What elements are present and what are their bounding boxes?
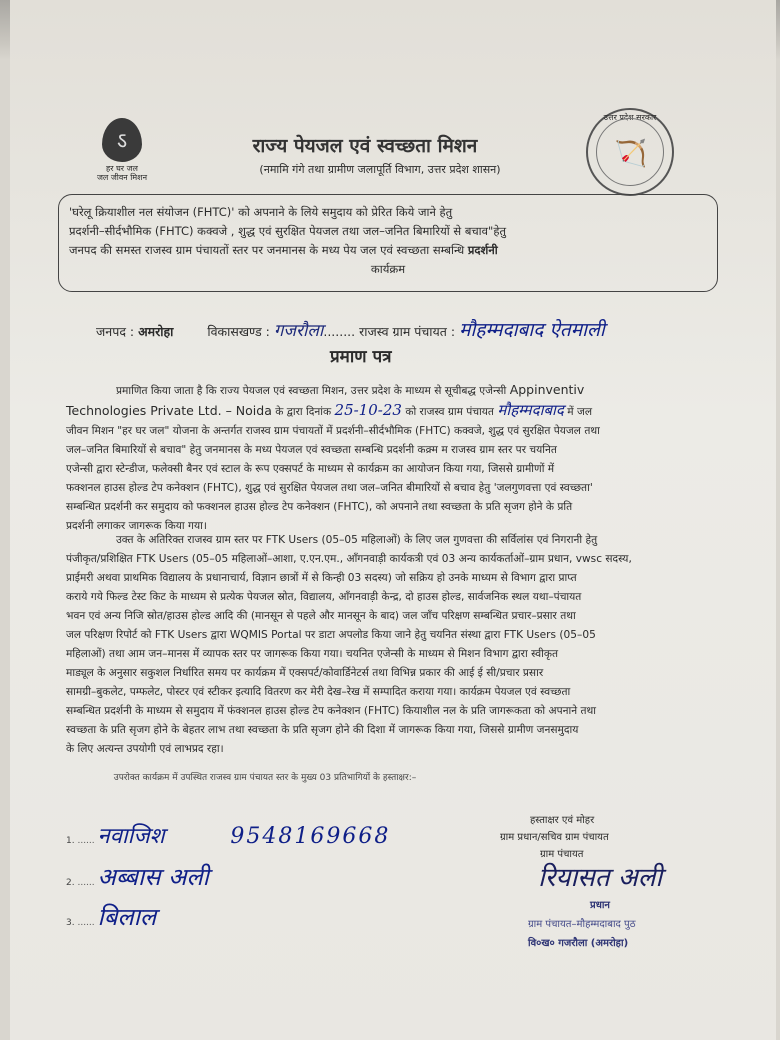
p2-line-11: स्वच्छता के प्रति सृजग होने के बेहतर लाभ तथा स्वच्छता के प्रति सृजग होने की दिशा में जागरूक किया गया, जिससे ग्रामीण जनसमुदाय xyxy=(66,724,579,736)
pradhan-secretary-label: ग्राम प्रधान/सचिव ग्राम पंचायत xyxy=(500,832,609,843)
p2-line-7: महिलाओं) तथा आम जन–मानस में व्यापक स्तर पर जागरूक किया गया। चयनित एजेन्सी के माध्यम से मिशन विभाग द्वारा स्वीकृत xyxy=(66,648,559,660)
mission-subtitle: (नमामि गंगे तथा ग्रामीण जलापूर्ति विभाग, उत्तर प्रदेश शासन) xyxy=(259,163,501,176)
participant-2: 2. ...... अब्बास अली xyxy=(66,863,209,891)
p1-line-3: जीवन मिशन "हर घर जल" योजना के अन्तर्गत राजस्व ग्राम पंचायतों में प्रदर्शनी–सीर्दभौमिक (FHTC) कक्वजे, शुद्ध एवं सुरक्षित पेयजल तथा xyxy=(66,425,600,437)
participant-2-name: अब्बास अली xyxy=(97,863,209,891)
water-drop-icon: ऽ xyxy=(102,118,142,162)
program-line-1: 'घरेलू क्रियाशील नल संयोजन (FHTC)' को अपनाने के लिये समुदाय को प्रेरित किये जाने हेतु xyxy=(69,205,453,219)
program-box xyxy=(58,194,718,292)
pradhan-stamp xyxy=(528,896,636,953)
block-label: विकासखण्ड : xyxy=(207,324,270,339)
p1-line-4: जल–जनित बिमारियों से बचाव" हेतु जनमानस के मध्य पेयजल एवं स्वच्छता सम्बन्धि प्रदर्शनी कक्र्म म राजस्व ग्राम स्तर पर चयनित xyxy=(66,444,557,456)
signature-block xyxy=(500,812,609,863)
logo-caption: हर घर जल जल जीवन मिशन xyxy=(96,164,148,182)
p1-line-1 xyxy=(66,380,756,401)
program-date: 25-10-23 xyxy=(334,401,402,419)
pradhan-signature: रियासत अली xyxy=(538,863,663,893)
paragraph-2 xyxy=(66,531,756,759)
p1-line-2-text-c: में जल xyxy=(567,406,593,418)
p2-line-3: प्राईमरी अथवा प्राथमिक विद्यालय के प्रधानाचार्य, विज्ञान छात्रों में से किन्ही 03 सदस्य) जो सक्रिय हो उनके माध्यम से विभाग द्वारा प्राप्त xyxy=(66,572,577,584)
program-line-3b: प्रदर्शनी xyxy=(467,243,498,257)
panchayat-value: मौहम्मदाबाद ऐतमाली xyxy=(459,319,605,341)
p2-line-8: माड्यूल के अनुसार सकुशल निर्धारित समय पर कार्यक्रम में एक्सपर्ट/कोवार्डिनेटर्स तथा विभिन्न प्रकार की आई ई सी/प्रचार प्रसार xyxy=(66,667,544,679)
p1-line-8: प्रदर्शनी लगाकर जागरूक किया गया। xyxy=(66,520,207,532)
stamp-line-1: प्रधान xyxy=(590,900,610,911)
p2-line-10: सम्बन्धित प्रदर्शनी के माध्यम से समुदाय में फंक्शनल हाउस होल्ड टेप कनेक्शन (FHTC) कियाशील नल के प्रति जागरूकता को अपनाने तथा xyxy=(66,705,597,717)
har-ghar-jal-logo xyxy=(92,118,152,190)
stamp-line-3: वि०ख० गजरौला (अमरोहा) xyxy=(528,938,629,949)
agency-name-part2: Technologies Private Ltd. – Noida xyxy=(66,403,272,418)
up-govt-emblem xyxy=(586,108,674,196)
panchayat-handwritten: मौहम्मदाबाद xyxy=(497,401,564,419)
block-dots: ........ xyxy=(323,324,356,339)
program-line-2: प्रदर्शनी–सीर्दभौमिक (FHTC) कक्वजे , शुद्ध एवं सुरक्षित पेयजल तथा जल–जनित बिमारियों से बचाव"हेतु xyxy=(69,224,507,238)
p2-line-2: पंजीकृत/प्रशिक्षित FTK Users (05–05 महिलाओं–आशा, ए.एन.एम., आँगनवाड़ी कार्यकत्री एवं 03 अन्य कार्यकर्ताओं–ग्राम प्रधान, vwsc सदस्य, xyxy=(66,553,632,565)
location-row xyxy=(96,316,605,342)
district-label: जनपद : xyxy=(96,324,135,339)
participant-2-number: 2. xyxy=(66,878,75,888)
p1-line-2-text-b: को राजस्व ग्राम पंचायत xyxy=(405,406,494,418)
stamp-line-2: ग्राम पंचायत–मौहम्मदाबाद पुठ xyxy=(528,919,636,930)
p1-line-1-text: प्रमाणित किया जाता है कि राज्य पेयजल एवं स्वच्छता मिशन, उत्तर प्रदेश के माध्यम से सूचीबद्ध एजेन्सी xyxy=(116,385,507,397)
agency-name-part1: Appinventiv xyxy=(509,382,585,397)
participants-caption: उपरोक्त कार्यक्रम में उपस्थित राजस्व ग्राम पंचायत स्तर के मुख्य 03 प्रतिभागियों के हस्ताक्षर:– xyxy=(113,773,417,783)
p1-line-2 xyxy=(66,401,756,422)
participant-3-name: बिलाल xyxy=(97,903,157,931)
participant-1: 1. ...... नवाजिश 9548169668 xyxy=(66,824,391,849)
participant-3: 3. ...... बिलाल xyxy=(66,903,157,931)
emblem-inner xyxy=(596,118,664,186)
fish-bow-icon: 🏹 xyxy=(614,139,648,169)
p1-line-2-text: के द्वारा दिनांक xyxy=(275,406,332,418)
participant-3-number: 3. xyxy=(66,918,75,928)
program-line-3 xyxy=(69,241,707,260)
p2-line-4: कराये गये फिल्ड टेस्ट किट के माध्यम से प्रत्येक पेयजल स्रोत, विद्यालय, आँगनवाड़ी केन्द्र, दो हाउस होल्ड, सार्वजनिक स्थल यथा–पंचायत xyxy=(66,591,582,603)
p1-line-6: फक्शनल हाउस होल्ड टेप कनेक्शन (FHTC), शुद्ध एवं सुरक्षित पेयजल तथा जल–जनित बीमारियों से बचाव हेतु 'जलगुणवत्ता एवं स्वच्छता' xyxy=(66,482,593,494)
certificate-title: प्रमाण पत्र xyxy=(330,347,392,367)
program-line-3a: जनपद की समस्त राजस्व ग्राम पंचायतों स्तर पर जनमानस के मध्य पेय जल एवं स्वच्छता सम्बन्धि xyxy=(69,243,465,257)
p1-line-7: सम्बन्धित प्रदर्शनी कर समुदाय को फक्शनल हाउस होल्ड टेप कनेक्शन (FHTC), को अपनाने तथा स्वच्छता के प्रति सृजग होने के प्रति xyxy=(66,501,573,513)
p2-line-6: जल परिक्षण रिपोर्ट को FTK Users द्वारा WQMIS Portal पर डाटा अपलोड किया जाने हेतु चयनित संस्था द्वारा FTK Users (05–05 xyxy=(66,629,596,641)
participant-1-phone: 9548169668 xyxy=(230,824,391,849)
panchayat-label: राजस्व ग्राम पंचायत : xyxy=(359,324,456,339)
emblem-ring-text: उत्तर प्रदेश सरकार xyxy=(603,113,657,122)
p1-line-5: एजेन्सी द्वारा स्टेन्डीज, फलेक्सी बैनर एवं स्टाल के रूप एक्सपर्ट के माध्यम से कार्यक्रम का आयोजन किया गया, जिससे ग्रामीणों में xyxy=(66,463,555,475)
participant-1-number: 1. xyxy=(66,836,75,846)
gram-panchayat-label: ग्राम पंचायत xyxy=(540,849,584,860)
program-line-4: कार्यक्रम xyxy=(370,262,406,276)
block-value: गजरौला xyxy=(273,321,324,341)
p2-line-1: उक्त के अतिरिक्त राजस्व ग्राम स्तर पर FTK Users (05–05 महिलाओं) के लिए जल गुणवत्ता की सर्विलांस एवं निगरानी हेतु xyxy=(116,534,598,546)
p2-line-12: के लिए अत्यन्त उपयोगी एवं लाभप्रद रहा। xyxy=(66,743,224,755)
sign-seal-label: हस्ताक्षर एवं मोहर xyxy=(530,815,595,826)
paragraph-1 xyxy=(66,380,756,536)
mission-title: राज्य पेयजल एवं स्वच्छता मिशन xyxy=(252,135,478,157)
participant-1-name: नवाजिश xyxy=(97,824,165,849)
p2-line-9: सामग्री–बुकलेट, पम्फलेट, पोस्टर एवं स्टीकर इत्यादि वितरण कर मेरी देख–रेख में सम्पादित कराया गया। कार्यक्रम पेयजल एवं स्वच्छता xyxy=(66,686,571,698)
district-value: अमरोहा xyxy=(138,324,174,339)
p2-line-5: भवन एवं अन्य निजि स्रोत/हाउस होल्ड आदि की (मानसून से पहले और मानसून के बाद) जल जाँच परिक्षण सम्बन्धित प्रचार–प्रसार तथा xyxy=(66,610,576,622)
